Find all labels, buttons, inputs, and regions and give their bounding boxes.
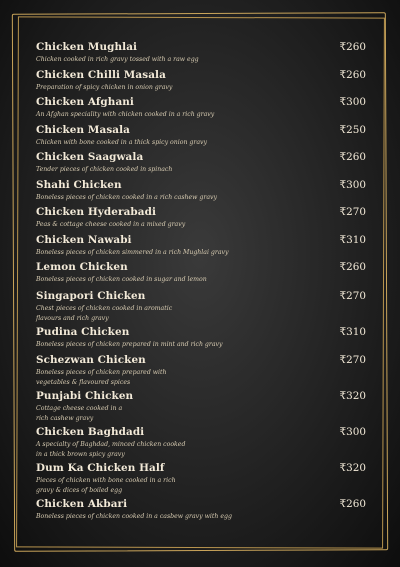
item-price: ₹260: [339, 261, 366, 273]
item-name: Chicken Akbari: [36, 497, 128, 510]
item-name: Chicken Afghani: [36, 96, 134, 108]
menu-list: [36, 41, 366, 525]
item-name: Chicken Hyderabadi: [36, 206, 157, 218]
item-name: Lemon Chicken: [36, 261, 128, 273]
item-name: Punjabi Chicken: [36, 389, 134, 402]
item-description: An Afghan speciality with chicken cooked in a rich gravy: [36, 111, 215, 118]
item-description: Boneless pieces of chicken prepared in mint and rich gravy: [36, 340, 223, 348]
item-name: Shahi Chicken: [36, 178, 122, 191]
item-name: Chicken Nawabi: [36, 233, 132, 246]
item-price: ₹300: [339, 96, 366, 108]
item-description: Pieces of chicken with bone cooked in a rich gravy & dices of boiled egg: [36, 476, 176, 494]
menu-item: [36, 462, 366, 498]
menu-item: [36, 354, 366, 390]
item-price: ₹270: [339, 353, 366, 366]
menu-item: [36, 390, 366, 426]
item-price: ₹260: [339, 497, 366, 510]
menu-item: [36, 41, 366, 69]
item-price: ₹310: [339, 325, 366, 338]
item-description: Chicken cooked in rich gravy tossed with a raw egg: [36, 56, 199, 63]
menu-item: [36, 234, 366, 262]
item-price: ₹260: [339, 151, 366, 163]
item-name: Chicken Masala: [36, 123, 130, 136]
item-price: ₹260: [339, 41, 366, 53]
menu-item: [36, 124, 366, 152]
menu-item: [36, 69, 366, 97]
item-description: Boneless pieces of chicken prepared with vegetables & flavoured spices: [36, 368, 167, 386]
item-name: Chicken Mughlai: [36, 41, 138, 53]
item-name: Chicken Saagwala: [36, 151, 144, 163]
item-price: ₹250: [339, 123, 366, 136]
menu-item: [36, 290, 366, 326]
item-description: Preparation of spicy chicken in onion gravy: [36, 83, 173, 91]
menu-item: [36, 96, 366, 124]
menu-item: [36, 206, 366, 234]
item-name: Singapori Chicken: [36, 289, 146, 302]
item-price: ₹270: [339, 206, 366, 218]
item-name: Schezwan Chicken: [36, 353, 146, 366]
item-description: Chicken with bone cooked in a thick spicy onion gravy: [36, 138, 208, 146]
menu-item: [36, 426, 366, 462]
menu-item: [36, 261, 366, 290]
menu-item: [36, 498, 366, 525]
item-name: Dum Ka Chicken Half: [36, 461, 165, 474]
item-description: Boneless pieces of chicken cooked in a casbew gravy with egg: [36, 512, 232, 520]
item-price: ₹260: [339, 68, 366, 81]
item-name: Chicken Chilli Masala: [36, 68, 166, 81]
item-description: Boneless pieces of chicken cooked in sugar and lemon: [36, 276, 207, 283]
item-price: ₹300: [339, 425, 366, 438]
item-price: ₹300: [339, 178, 366, 191]
item-price: ₹320: [339, 389, 366, 402]
menu-item: [36, 179, 366, 207]
item-description: Tender pieces of chicken cooked in spinach: [36, 166, 173, 173]
item-name: Pudina Chicken: [36, 325, 130, 338]
item-name: Chicken Baghdadi: [36, 425, 145, 438]
item-description: Peas & cottage cheese cooked in a mixed gravy: [36, 221, 186, 228]
menu-item: [36, 326, 366, 354]
item-price: ₹270: [339, 289, 366, 302]
item-description: Chest pieces of chicken cooked in aromatic flavours and rich gravy: [36, 304, 173, 322]
item-price: ₹320: [339, 461, 366, 474]
item-description: A specialty of Baghdad, minced chicken cooked in a thick brown spicy gravy: [36, 440, 186, 458]
item-description: Cottage cheese cooked in a rich cashew gravy: [36, 404, 123, 422]
item-description: Boneless pieces of chicken cooked in a rich cashew gravy: [36, 193, 218, 201]
item-description: Boneless pieces of chicken simmered in a rich Mughlai gravy: [36, 248, 229, 256]
menu-item: [36, 151, 366, 179]
item-price: ₹310: [339, 233, 366, 246]
